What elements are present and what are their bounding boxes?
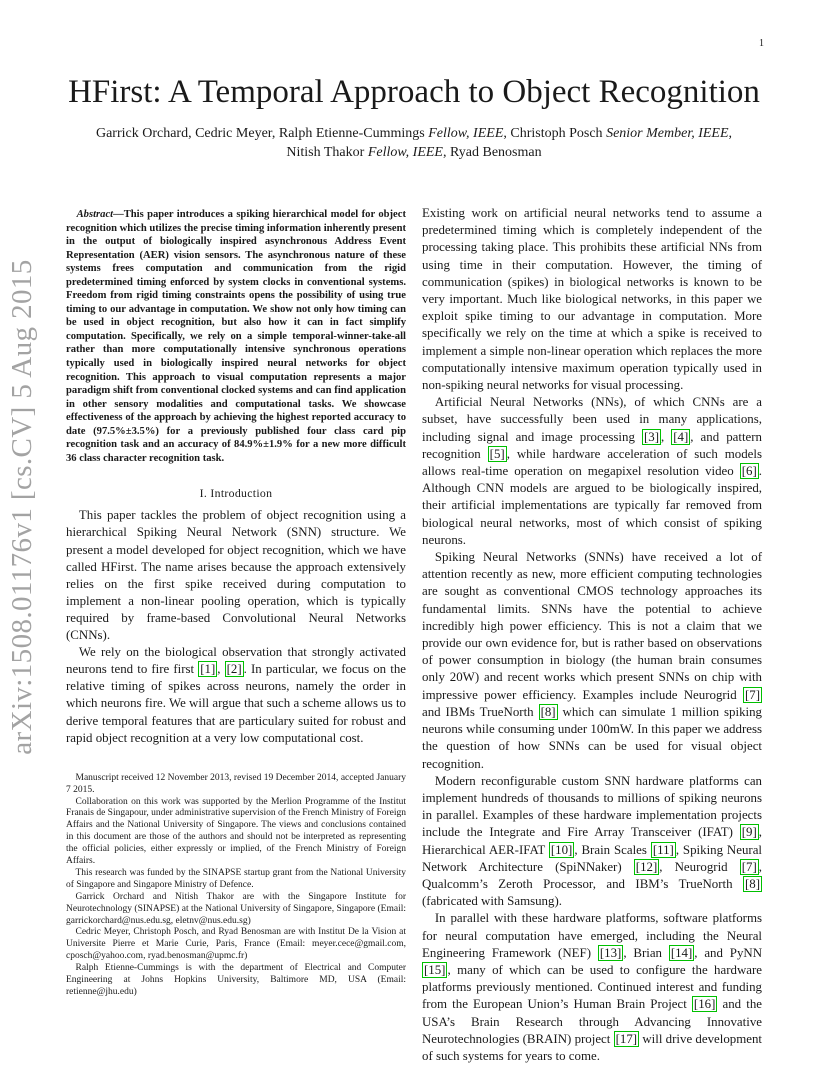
- author-names: ,: [728, 126, 733, 141]
- author-names: , Ryad Benosman: [442, 145, 542, 160]
- body-paragraph: Existing work on artificial neural networks tend to assume a predetermined timing which is completely independent of the processing taking place. This prohibits these artificial NNs from using time in their computation. However, the timing of communication (spikes) in biological networks is known to be very important. Much like biological networks, in this paper we exploit spike timing to our advantage in computation. More specifically we rely on the time at which a spike is received to implement a simple non-linear operation which replaces the more computationally intensive maximum operation typically used in non-spiking neural networks for visual processing.: [422, 206, 762, 393]
- text-run: and IBMs TrueNorth: [422, 704, 539, 719]
- intro-body: [66, 507, 406, 746]
- citation-link[interactable]: [8]: [744, 876, 760, 891]
- abstract: [66, 208, 406, 465]
- citation-link[interactable]: [5]: [489, 446, 505, 461]
- citation-link[interactable]: [6]: [741, 464, 757, 479]
- citation-link[interactable]: [2]: [226, 662, 242, 677]
- text-run: which can simulate 1 million spiking neurons while consuming under 100mW. In this paper we address the question of how SNNs can be used for visual object recognition.: [422, 704, 762, 771]
- footnote: Garrick Orchard and Nitish Thakor are with the Singapore Institute for Neurotechnology (SINAPSE) at the National University of Singapore, Singapore (Email: garrickorchard@nus.edu.sg, eletnv@nus.edu.sg): [66, 891, 406, 926]
- citation-link[interactable]: [4]: [673, 429, 689, 444]
- author-names: , Christoph Posch: [503, 126, 607, 141]
- author-names: Nitish Thakor: [286, 145, 368, 160]
- citation-link[interactable]: [15]: [424, 962, 446, 977]
- text-run: ,: [217, 662, 225, 677]
- right-column: [422, 205, 762, 1065]
- text-run: , Brian: [623, 945, 669, 960]
- text-run: , Qualcomm’s Zeroth Processor, and IBM’s TrueNorth: [422, 859, 762, 891]
- text-run: and the USA’s Brain Research through Advancing Innovative Neurotechnologies (BRAIN) project: [422, 997, 762, 1046]
- citation-link[interactable]: [14]: [670, 945, 693, 960]
- author-names: Garrick Orchard, Cedric Meyer, Ralph Etienne-Cummings: [95, 126, 429, 141]
- arxiv-stamp[interactable]: arXiv:1508.01176v1 [cs.CV] 5 Aug 2015: [6, 259, 38, 755]
- author-title: Fellow, IEEE: [367, 145, 443, 160]
- text-run: (fabricated with Samsung).: [422, 894, 562, 909]
- text-run: , and pattern recognition: [422, 429, 762, 461]
- text-run: We rely on the biological observation that strongly activated neurons tend to fire first: [66, 645, 406, 677]
- citation-link[interactable]: [3]: [643, 429, 659, 444]
- abstract-text: —This paper introduces a spiking hierarchical model for object recognition which utilizes the precise timing information inherently present in the output of biologically inspired asynchronous Address Event Representation (AER) vision sensors. The asynchronous nature of these systems frees computation and communication from the rigid predetermined timing enforced by system clocks in conventional systems. Freedom from rigid timing constraints opens the possibility of using true timing to our advantage in computation. We show not only how timing can be used in object recognition, but also how it can in fact simplify computation. Specifically, we rely on a simple temporal-winner-take-all rather than more computationally intensive synchronous operations typically used in biologically inspired neural networks for object recognition. This approach to visual computation represents a major paradigm shift from conventional clocked systems and can find application in other sensory modalities and computational tasks. We showcase effectiveness of the approach by achieving the highest reported accuracy to date (97.5%±3.5%) for a previously published four class card pip recognition task and an accuracy of 84.9%±1.9% for a new more difficult 36 class character recognition task.: [66, 209, 406, 464]
- body-paragraph: [422, 549, 762, 773]
- citation-link[interactable]: [12]: [635, 859, 658, 874]
- text-run: . In particular, we focus on the relative timing of spikes across neurons, namely the order in which neurons fire. We will argue that such a scheme allows us to derive temporal features that are particulary suited for robust and rapid object recognition at a very low computational cost.: [66, 662, 406, 745]
- footnotes: [66, 773, 406, 999]
- text-run: , Spiking Neural Network Architecture (SpiNNaker): [422, 842, 762, 874]
- citation-link[interactable]: [16]: [693, 997, 716, 1012]
- footnote: Ralph Etienne-Cummings is with the department of Electrical and Computer Engineering at Johns Hopkins University, Baltimore MD, USA (Email: retienne@jhu.edu): [66, 963, 406, 998]
- citation-link[interactable]: [13]: [599, 945, 622, 960]
- footnote: Manuscript received 12 November 2013, revised 19 December 2014, accepted January 7 2015.: [66, 772, 406, 795]
- body-paragraph: [422, 773, 762, 911]
- text-run: , while hardware acceleration of such models allows real-time operation on megapixel resolution video: [422, 446, 762, 479]
- text-run: Artificial Neural Networks (NNs), of which CNNs are a subset, have successfully been used in many applications, including signal and image processing: [422, 395, 762, 444]
- author-list: [62, 124, 766, 162]
- citation-link[interactable]: [17]: [615, 1031, 638, 1046]
- citation-link[interactable]: [10]: [550, 842, 573, 857]
- text-run: , and PyNN: [694, 945, 763, 960]
- text-run: , many of which can be used to configure the hardware platforms previously mentioned. Continued interest and funding from the European Union’s Human Brain Project: [422, 962, 762, 1012]
- citation-link[interactable]: [1]: [200, 662, 216, 677]
- page-number: 1: [759, 38, 764, 49]
- citation-link[interactable]: [11]: [652, 842, 674, 857]
- author-title: Fellow, IEEE: [428, 126, 504, 141]
- body-paragraph: [422, 394, 762, 549]
- section-heading-introduction: I. Introduction: [199, 486, 273, 501]
- body-paragraph: [422, 910, 762, 1065]
- left-column: [66, 208, 406, 999]
- footnote: This research was funded by the SINAPSE startup grant from the National University of Singapore and Singapore Ministry of Defence.: [66, 867, 406, 890]
- intro-paragraph: [66, 644, 406, 747]
- footnote: Collaboration on this work was supported by the Merlion Programme of the Institut Franais de Singapour, under administrative supervision of the French Ministry of Foreign Affairs and the National University of Singapore. The views and conclusions contained in this document are those of the authors and should not be interpreted as representing the official policies, either expressly or implied, of the French Ministry of Foreign Affairs.: [66, 796, 406, 867]
- citation-link[interactable]: [7]: [744, 687, 760, 702]
- intro-paragraph: This paper tackles the problem of object recognition using a hierarchical Spiking Neural Network (SNN) structure. We present a model developed for object recognition, which we have called HFirst. The name arises because the approach extensively relies on the first spike received during computation to implement a non-linear pooling operation, which is typically required by frame-based Convolutional Neural Networks (CNNs).: [66, 508, 406, 643]
- paper-title: HFirst: A Temporal Approach to Object Recognition: [68, 74, 760, 110]
- text-run: , Brain Scales: [574, 842, 651, 857]
- author-title: Senior Member, IEEE: [606, 126, 729, 141]
- citation-link[interactable]: [7]: [741, 859, 757, 874]
- text-run: In parallel with these hardware platforms, software platforms for neural computation have emerged, including the Neural Engineering Framework (NEF): [422, 911, 762, 960]
- citation-link[interactable]: [9]: [741, 825, 757, 840]
- text-run: Modern reconfigurable custom SNN hardware platforms can implement hundreds of thousands to millions of spiking neurons in parallel. Examples of these hardware implementation projects include the Integrate and Fire Array Transceiver (IFAT): [422, 773, 762, 840]
- text-run: Spiking Neural Networks (SNNs) have received a lot of attention recently as new, more efficient computing technologies are sought as conventional CMOS technology approaches its fundamental limits. SNNs have the potential to achieve incredibly high power efficiency. This is not a claim that we provide our own evidence for, but is rather based on observations of power consumption in biology (the human brain consumes only 20W) and recent works which present SNNs on chip with impressive power efficiency. Examples include Neurogrid: [422, 550, 762, 702]
- abstract-heading: Abstract: [76, 209, 114, 220]
- text-run: ,: [660, 429, 672, 444]
- footnote: Cedric Meyer, Christoph Posch, and Ryad Benosman are with Institut De la Vision at Universite Pierre et Marie Curie, Paris, France (Email: meyer.cece@gmail.com, cposch@yahoo.com, ryad.benosman@upmc.fr): [66, 927, 406, 962]
- text-run: . Although CNN models are argued to be biologically inspired, their artificial implementations are typically far removed from biological neural networks, most of which consist of spiking neurons.: [422, 464, 762, 547]
- text-run: , Hierarchical AER-IFAT: [422, 825, 762, 857]
- text-run: will drive development of such systems for years to come.: [422, 1031, 762, 1063]
- text-run: , Neurogrid: [659, 859, 740, 874]
- citation-link[interactable]: [8]: [540, 704, 556, 719]
